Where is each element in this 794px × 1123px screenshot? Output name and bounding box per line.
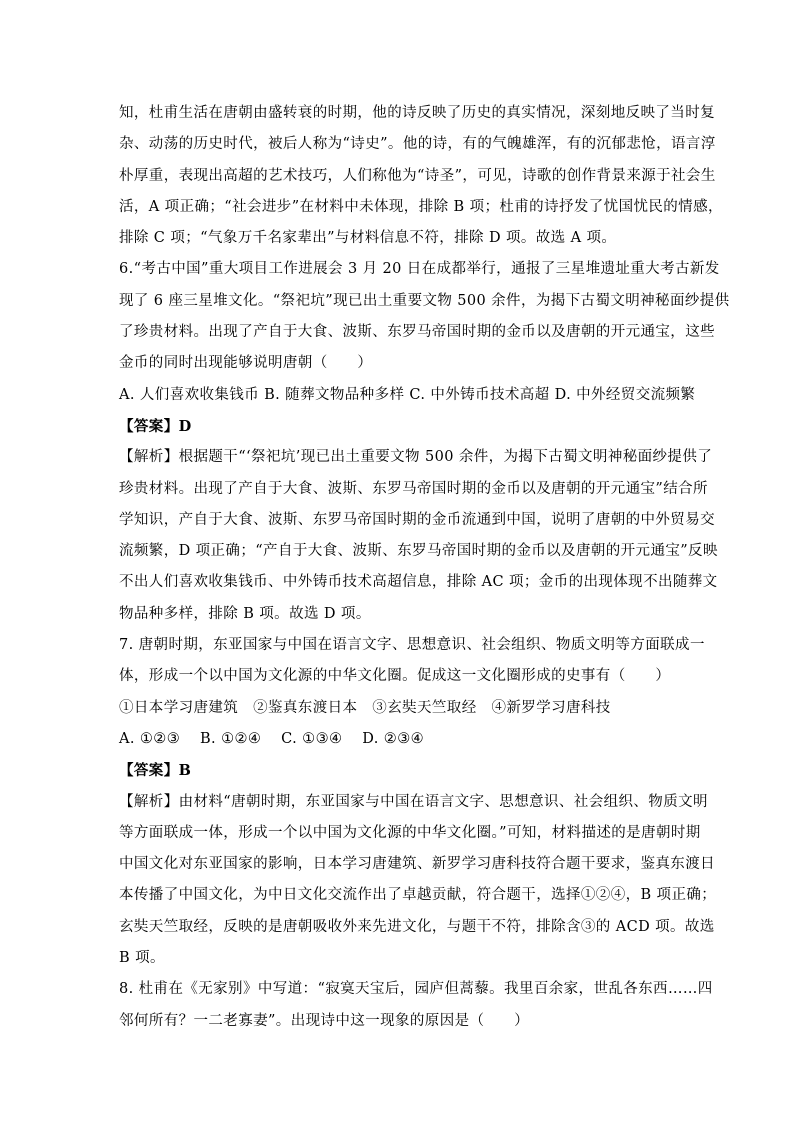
text-line: 排除 C 项；“气象万千名家辈出”与材料信息不符，排除 D 项。故选 A 项。 — [119, 230, 617, 247]
question-7-analysis: 中国文化对东亚国家的影响，日本学习唐建筑、新罗学习唐科技符合题干要求，鉴真东渡日 — [119, 856, 715, 873]
question-7-analysis: 【解析】由材料“唐朝时期，东亚国家与中国在语言文字、思想意识、社会组织、物质文明 — [119, 793, 708, 810]
question-6-line: 了珍贵材料。出现了产自于大食、波斯、东罗马帝国时期的金币以及唐朝的开元通宝，这些 — [119, 324, 715, 341]
question-6-options: A. 人们喜欢收集钱币 B. 随葬文物品种多样 C. 中外铸币技术高超 D. 中外经贸交流频繁 — [119, 386, 696, 403]
text-line: 知，杜甫生活在唐朝由盛转衰的时期，他的诗反映了历史的真实情况，深刻地反映了当时复 — [119, 105, 715, 121]
question-7-line: 体，形成一个以中国为文化源的中华文化圈。促成这一文化圈形成的史事有（ ） — [119, 668, 671, 685]
question-7-analysis: 本传播了中国文化，为中日文化交流作出了卓越贡献，符合题干，选择①②④，B 项正确； — [119, 887, 717, 904]
document-page — [119, 98, 730, 1037]
question-6-line: 6.“考古中国”重大项目工作进展会 3 月 20 日在成都举行，通报了三星堆遗址重大考古新发 — [119, 261, 720, 278]
question-6-analysis: 学知识，产自于大食、波斯、东罗马帝国时期的金币流通到中国，说明了唐朝的中外贸易交 — [119, 511, 715, 528]
question-6-analysis: 不出人们喜欢收集钱币、中外铸币技术高超信息，排除 AC 项；金币的出现体现不出随葬文 — [119, 574, 718, 591]
text-line: 朴厚重，表现出高超的艺术技巧，人们称他为“诗圣”，可见，诗歌的创作背景来源于社会生 — [119, 167, 716, 184]
question-6-analysis: 物品种多样，排除 B 项。故选 D 项。 — [119, 605, 371, 622]
question-7-analysis: B 项。 — [119, 950, 165, 967]
question-6-analysis: 流频繁，D 项正确；“产自于大食、波斯、东罗马帝国时期的金币以及唐朝的开元通宝”反映 — [119, 543, 718, 560]
question-6-analysis: 珍贵材料。出现了产自于大食、波斯、东罗马帝国时期的金币以及唐朝的开元通宝”结合所 — [119, 480, 708, 497]
question-7-analysis: 玄奘天竺取经，反映的是唐朝吸收外来先进文化，与题干不符，排除含③的 ACD 项。故选 — [119, 918, 715, 935]
text-line: 活，A 项正确；“社会进步”在材料中未体现，排除 B 项；杜甫的诗抒发了忧国忧民的情感， — [119, 198, 723, 215]
question-6-answer: 【答案】D — [119, 417, 192, 435]
question-6-line: 金币的同时出现能够说明唐朝（ ） — [119, 355, 373, 372]
question-7-analysis: 等方面联成一体，形成一个以中国为文化源的中华文化圈。”可知，材料描述的是唐朝时期 — [119, 824, 701, 841]
question-7-answer: 【答案】B — [119, 762, 192, 780]
question-7-options: A. ①②③ B. ①②④ C. ①③④ D. ②③④ — [119, 730, 425, 747]
question-8-line: 邻何所有？一二老寡妻”。出现诗中这一现象的原因是（ ） — [119, 1012, 530, 1029]
text-line: 杂、动荡的历史时代，被后人称为“诗史”。他的诗，有的气魄雄浑，有的沉郁悲怆，语言淳 — [119, 136, 716, 153]
question-7-items: ①日本学习唐建筑 ②鉴真东渡日本 ③玄奘天竺取经 ④新罗学习唐科技 — [119, 699, 611, 716]
question-6-line: 现了 6 座三星堆文化。“祭祀坑”现已出土重要文物 500 余件，为揭下古蜀文明神秘面纱提供 — [119, 292, 730, 309]
question-7-line: 7. 唐朝时期，东亚国家与中国在语言文字、思想意识、社会组织、物质文明等方面联成一 — [119, 637, 705, 654]
question-8-line: 8. 杜甫在《无家别》中写道：“寂寞天宝后，园庐但蒿藜。我里百余家，世乱各东西……四 — [119, 981, 713, 998]
question-6-analysis: 【解析】根据题干“‘祭祀坑’现已出土重要文物 500 余件，为揭下古蜀文明神秘面纱提供了 — [119, 449, 713, 466]
